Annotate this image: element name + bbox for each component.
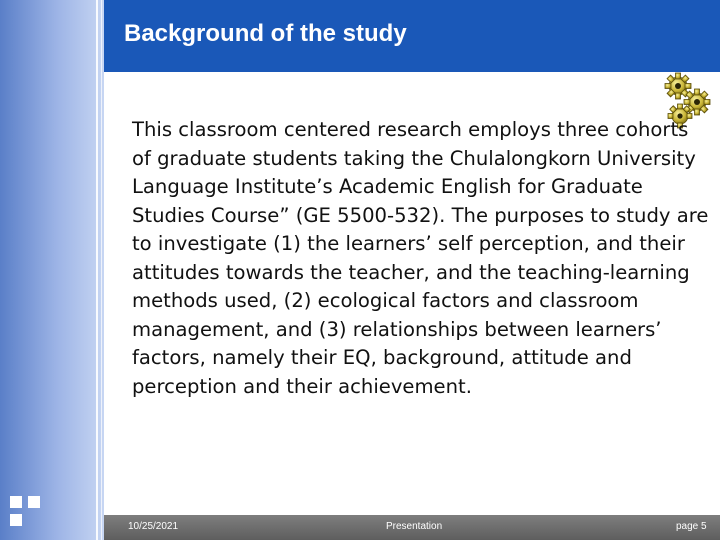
footer-page-number: page 5 <box>676 521 707 532</box>
footer-presentation-label: Presentation <box>386 521 443 532</box>
slide-body-text: This classroom centered research employs three cohorts of graduate students taking the Chulalongkorn University Language Institute’s Academic English for Graduate Studies Course” (GE 5500-532). The purposes to study are to investigate (1) the learners’ self perception, and their attitudes towards the teacher, and the teaching-learning methods used, (2) ecological factors and classroom management, and (3) relationships between learners’ factors, namely their EQ, background, attitude and perception and their achievement. <box>132 118 709 398</box>
strip-rule <box>101 0 102 540</box>
footer-bar <box>104 515 720 540</box>
title-bar <box>104 0 720 74</box>
strip-rule <box>96 0 98 540</box>
footer-date: 10/25/2021 <box>128 521 179 532</box>
squares-logo-icon <box>10 496 44 530</box>
left-decorative-strip <box>0 0 104 540</box>
slide-title: Background of the study <box>124 20 407 47</box>
